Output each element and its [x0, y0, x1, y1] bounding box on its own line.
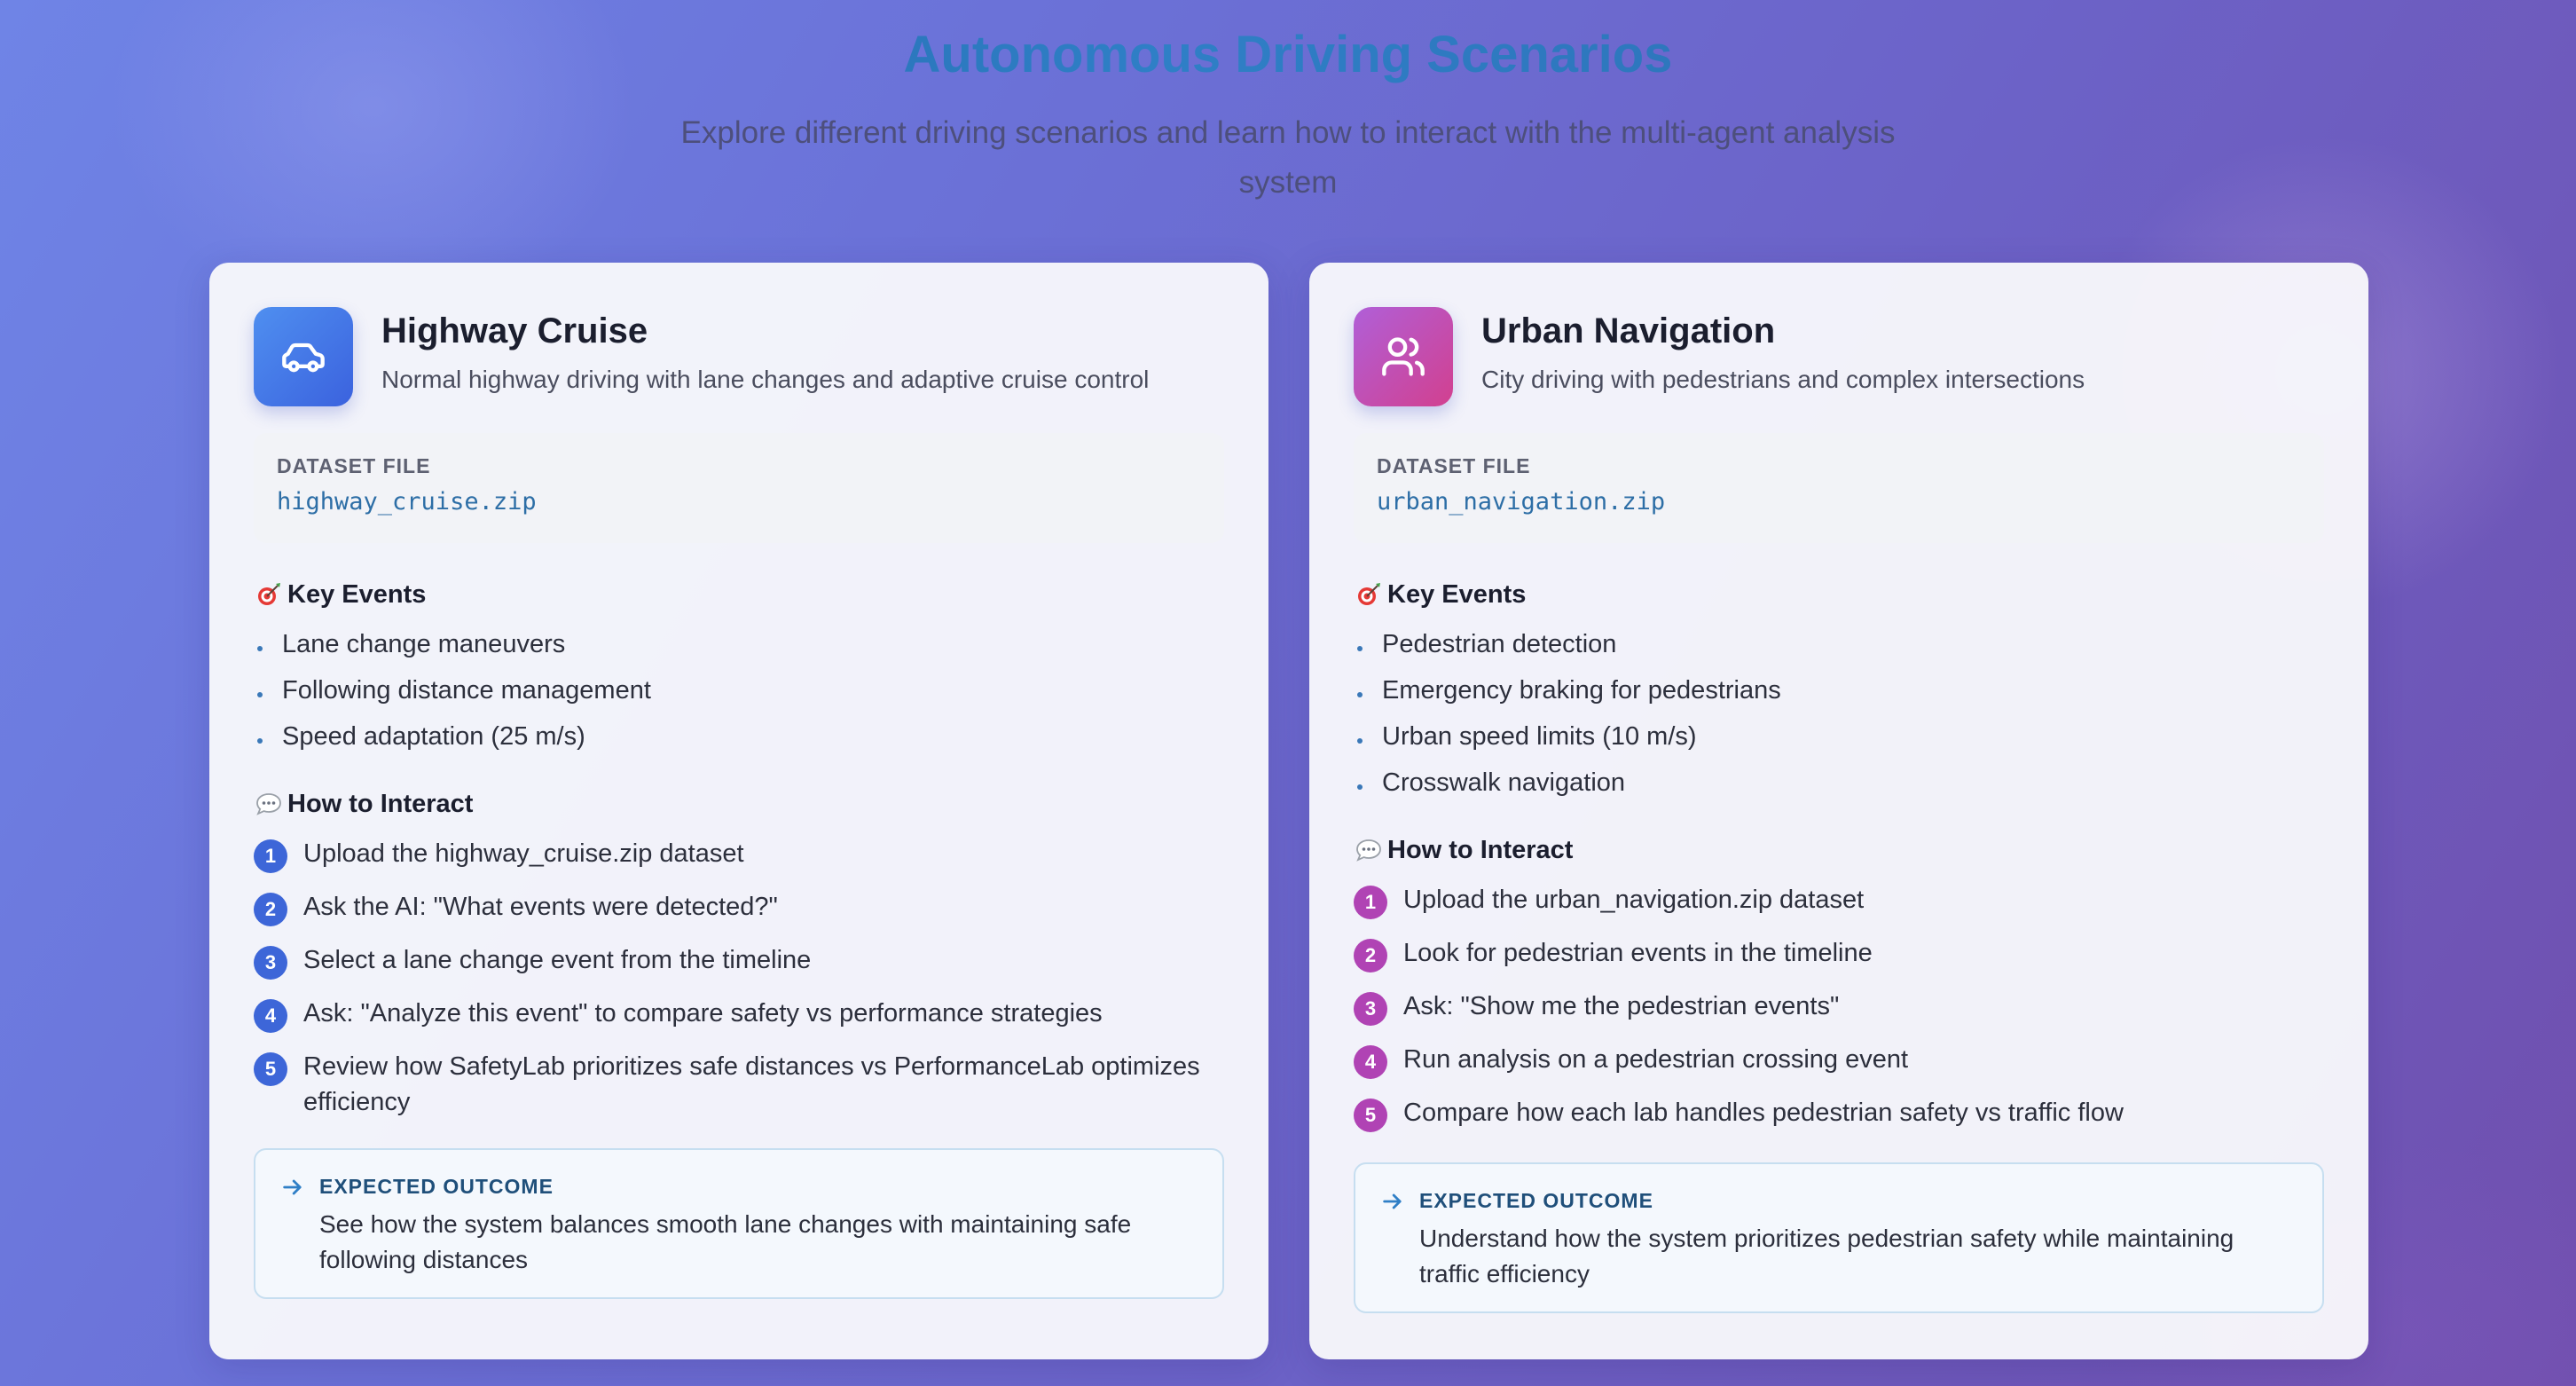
speech-bubble-icon: [254, 789, 284, 819]
step-item: 2 Ask the AI: "What events were detected?": [254, 889, 1224, 925]
step-item: 2 Look for pedestrian events in the timeline: [1354, 935, 2324, 971]
dataset-file-box: [1354, 433, 2324, 543]
step-item: 5 Compare how each lab handles pedestrian safety vs traffic flow: [1354, 1095, 2324, 1130]
target-icon: [254, 579, 284, 610]
expected-outcome-text: See how the system balances smooth lane changes with maintaining safe following distances: [319, 1210, 1132, 1273]
expected-outcome-label: EXPECTED OUTCOME: [319, 1175, 554, 1198]
how-to-interact-title: How to Interact: [1387, 836, 1574, 864]
arrow-right-icon: [280, 1175, 305, 1200]
expected-outcome-text: Understand how the system prioritizes pedestrian safety while maintaining traffic efficiency: [1419, 1225, 2234, 1288]
interaction-steps: [1354, 882, 2324, 1148]
list-item: Speed adaptation (25 m/s): [254, 713, 651, 760]
key-events-list: [254, 621, 651, 760]
page-title: Autonomous Driving Scenarios: [0, 23, 2576, 87]
dataset-file-name[interactable]: highway_cruise.zip: [277, 488, 537, 516]
step-item: 5 Review how SafetyLab prioritizes safe distances vs PerformanceLab optimizes efficiency: [254, 1049, 1224, 1120]
how-to-interact-heading: [254, 786, 473, 822]
expected-outcome-box: [254, 1148, 1224, 1299]
step-item: 3 Ask: "Show me the pedestrian events": [1354, 988, 2324, 1024]
list-item: Crosswalk navigation: [1354, 760, 1781, 806]
list-item: Following distance management: [254, 667, 651, 713]
key-events-list: [1354, 621, 1781, 806]
list-item: Pedestrian detection: [1354, 621, 1781, 667]
car-icon: [254, 307, 353, 406]
list-item: Lane change maneuvers: [254, 621, 651, 667]
list-item: Urban speed limits (10 m/s): [1354, 713, 1781, 760]
step-item: 3 Select a lane change event from the timeline: [254, 942, 1224, 978]
scenario-description: City driving with pedestrians and complex intersections: [1481, 366, 2085, 393]
users-icon: [1354, 307, 1453, 406]
key-events-title: Key Events: [287, 580, 427, 609]
step-item: 1 Upload the highway_cruise.zip dataset: [254, 836, 1224, 871]
step-item: 4 Ask: "Analyze this event" to compare safety vs performance strategies: [254, 996, 1224, 1031]
dataset-file-label: DATASET FILE: [277, 454, 431, 477]
scenario-card-highway-cruise[interactable]: [209, 263, 1268, 1359]
scenario-description: Normal highway driving with lane changes and adaptive cruise control: [381, 366, 1150, 393]
how-to-interact-heading: [1354, 832, 1573, 868]
scenario-card-urban-navigation[interactable]: [1309, 263, 2368, 1359]
scenario-title: Urban Navigation: [1481, 311, 1776, 350]
step-item: 1 Upload the urban_navigation.zip dataset: [1354, 882, 2324, 917]
scenario-title: Highway Cruise: [381, 311, 648, 350]
speech-bubble-icon: [1354, 835, 1384, 865]
expected-outcome-box: [1354, 1162, 2324, 1313]
dataset-file-label: DATASET FILE: [1377, 454, 1531, 477]
list-item: Emergency braking for pedestrians: [1354, 667, 1781, 713]
key-events-title: Key Events: [1387, 580, 1527, 609]
page-subtitle: Explore different driving scenarios and learn how to interact with the multi-agent analysis system: [680, 115, 1896, 200]
arrow-right-icon: [1380, 1189, 1405, 1214]
dataset-file-name[interactable]: urban_navigation.zip: [1377, 488, 1666, 516]
step-item: 4 Run analysis on a pedestrian crossing event: [1354, 1042, 2324, 1077]
key-events-heading: [1354, 577, 1526, 612]
interaction-steps: [254, 836, 1224, 1138]
expected-outcome-label: EXPECTED OUTCOME: [1419, 1189, 1653, 1212]
how-to-interact-title: How to Interact: [287, 790, 474, 818]
dataset-file-box: [254, 433, 1224, 543]
target-icon: [1354, 579, 1384, 610]
key-events-heading: [254, 577, 426, 612]
